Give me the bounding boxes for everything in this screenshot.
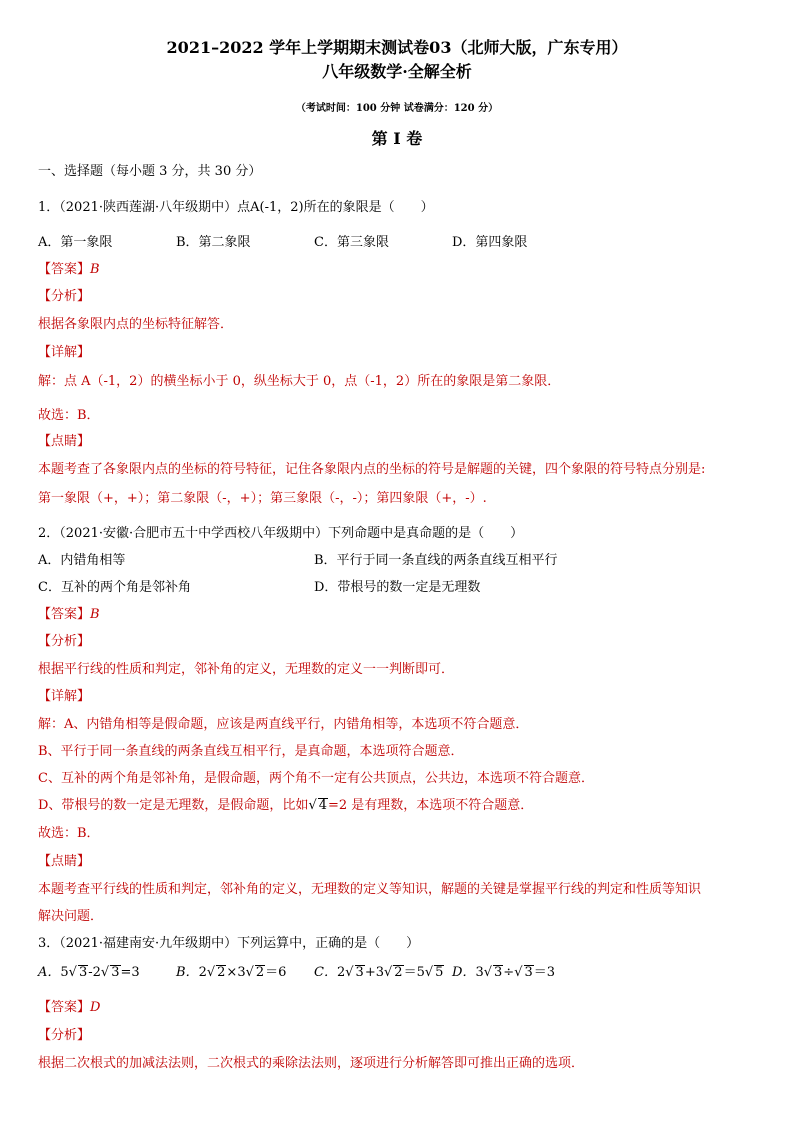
radicand: 3 [111,965,120,980]
radicand: 3 [78,965,88,980]
coef: 2 [198,965,207,980]
detail-text-tail: =2 是有理数，本选项不符合题意． [328,798,534,813]
option-label: D． [452,965,476,980]
coef: 5 [60,965,69,980]
radicand: 2 [255,965,265,980]
question-2-stem: 2．（2021·安徽·合肥市五十中学西校八年级期中）下列命题中是真命题的是（ ） [38,526,524,541]
document-subtitle: 八年级数学·全解全析 [322,62,472,81]
q3-analysis-label: 【分析】 [38,1028,91,1043]
q1-answer [38,261,100,279]
coef: 3 [475,965,484,980]
answer-value: B [90,262,100,277]
q2-comment-2: 解决问题． [38,909,104,924]
q1-option-b: B．第二象限 [176,235,251,250]
q1-comment-2: 第一象限（+，+）；第二象限（-，+）；第三象限（-，-）；第四象限（+，-）. [38,491,487,506]
q2-option-b: B．平行于同一条直线的两条直线互相平行 [314,553,558,568]
q1-comment-1: 本题考查了各象限内点的坐标的符号特征，记住各象限内点的坐标的符号是解题的关键，四个象限的符号特点分别是: [38,462,706,477]
q1-choose: 故选：B． [38,408,100,423]
q3-option-c: C．2√ 3+3√ 2＝5√ 5 [314,965,444,980]
q1-analysis-label: 【分析】 [38,289,91,304]
q3-option-a: A．5√ 3-2√ 3=3 [38,965,140,980]
q1-detail: 解：点 A（-1，2）的横坐标小于 0，纵坐标大于 0，点（-1，2）所在的象限是第二象限． [38,374,561,389]
answer-label: 【答案】 [38,262,91,277]
q2-answer [38,606,100,624]
q1-option-a: A．第一象限 [38,235,113,250]
q3-option-b: B．2√ 2×3√ 2＝6 [176,965,287,980]
q2-comment-1: 本题考查平行线的性质和判定，邻补角的定义，无理数的定义等知识，解题的关键是掌握平行线的判定和性质等知识 [38,882,702,897]
volume-heading: 第 I 卷 [371,129,423,148]
q2-detail-a: 解：A、内错角相等是假命题，应该是两直线平行，内错角相等，本选项不符合题意． [38,717,529,732]
q1-analysis: 根据各象限内点的坐标特征解答． [38,317,234,332]
q1-option-c: C．第三象限 [314,235,389,250]
q2-choose: 故选：B． [38,826,100,841]
question-3-stem: 3．（2021·福建南安·九年级期中）下列运算中，正确的是（ ） [38,936,420,951]
q3-analysis: 根据二次根式的加减法法则，二次根式的乘除法法则，逐项进行分析解答即可推出正确的选项． [38,1056,585,1071]
operator: ×3 [226,965,246,980]
detail-text: D、带根号的数一定是无理数，是假命题，比如 [38,798,309,813]
q1-option-d: D．第四象限 [452,235,528,250]
q1-comment-label: 【点睛】 [38,434,91,449]
section-heading: 一、选择题（每小题 3 分，共 30 分） [38,164,262,179]
q2-comment-label: 【点睛】 [38,854,91,869]
radicand: 5 [435,965,444,980]
operator: -2 [88,965,101,980]
q2-detail-b: B、平行于同一条直线的两条直线互相平行，是真命题，本选项符合题意． [38,744,464,759]
q3-option-d: D．3√ 3÷√ 3＝3 [452,965,556,980]
radicand: 3 [494,965,503,980]
result: =3 [120,965,140,980]
sqrt-radicand: 4 [318,798,328,813]
q2-option-c: C．互补的两个角是邻补角 [38,580,191,595]
q2-option-a: A．内错角相等 [38,553,126,568]
result: ＝3 [533,965,556,980]
q2-analysis: 根据平行线的性质和判定，邻补角的定义，无理数的定义一一判断即可． [38,662,455,677]
result: ＝5 [403,965,425,980]
radicand: 3 [355,965,364,980]
document-title: 2021–2022 学年上学期期末测试卷03（北师大版，广东专用） [166,38,628,57]
exam-info: （考试时间：100 分钟 试卷满分：120 分） [295,103,499,114]
question-1-stem: 1．（2021·陕西莲湖·八年级期中）点A(-1，2)所在的象限是（ ） [38,200,434,215]
answer-value: B [90,607,100,622]
radicand: 2 [394,965,403,980]
answer-label: 【答案】 [38,607,91,622]
option-label: A． [38,965,61,980]
radicand: 3 [524,965,533,980]
q2-detail-label: 【详解】 [38,689,91,704]
option-label: C． [314,965,337,980]
answer-value: D [90,1000,101,1015]
q1-detail-label: 【详解】 [38,345,91,360]
q2-option-d: D．带根号的数一定是无理数 [314,580,481,595]
answer-label: 【答案】 [38,1000,91,1015]
coef: 2 [336,965,346,980]
option-label: B． [176,965,199,980]
q2-detail-c: C、互补的两个角是邻补角，是假命题，两个角不一定有公共顶点，公共边，本选项不符合题意． [38,771,594,786]
q2-detail-d: D、带根号的数一定是无理数，是假命题，比如√ 4=2 是有理数，本选项不符合题意． [38,798,534,813]
result: ＝6 [265,965,287,980]
radicand: 2 [217,965,226,980]
operator: ÷ [503,965,515,980]
q2-analysis-label: 【分析】 [38,634,91,649]
q3-answer [38,999,100,1017]
operator: +3 [364,965,384,980]
